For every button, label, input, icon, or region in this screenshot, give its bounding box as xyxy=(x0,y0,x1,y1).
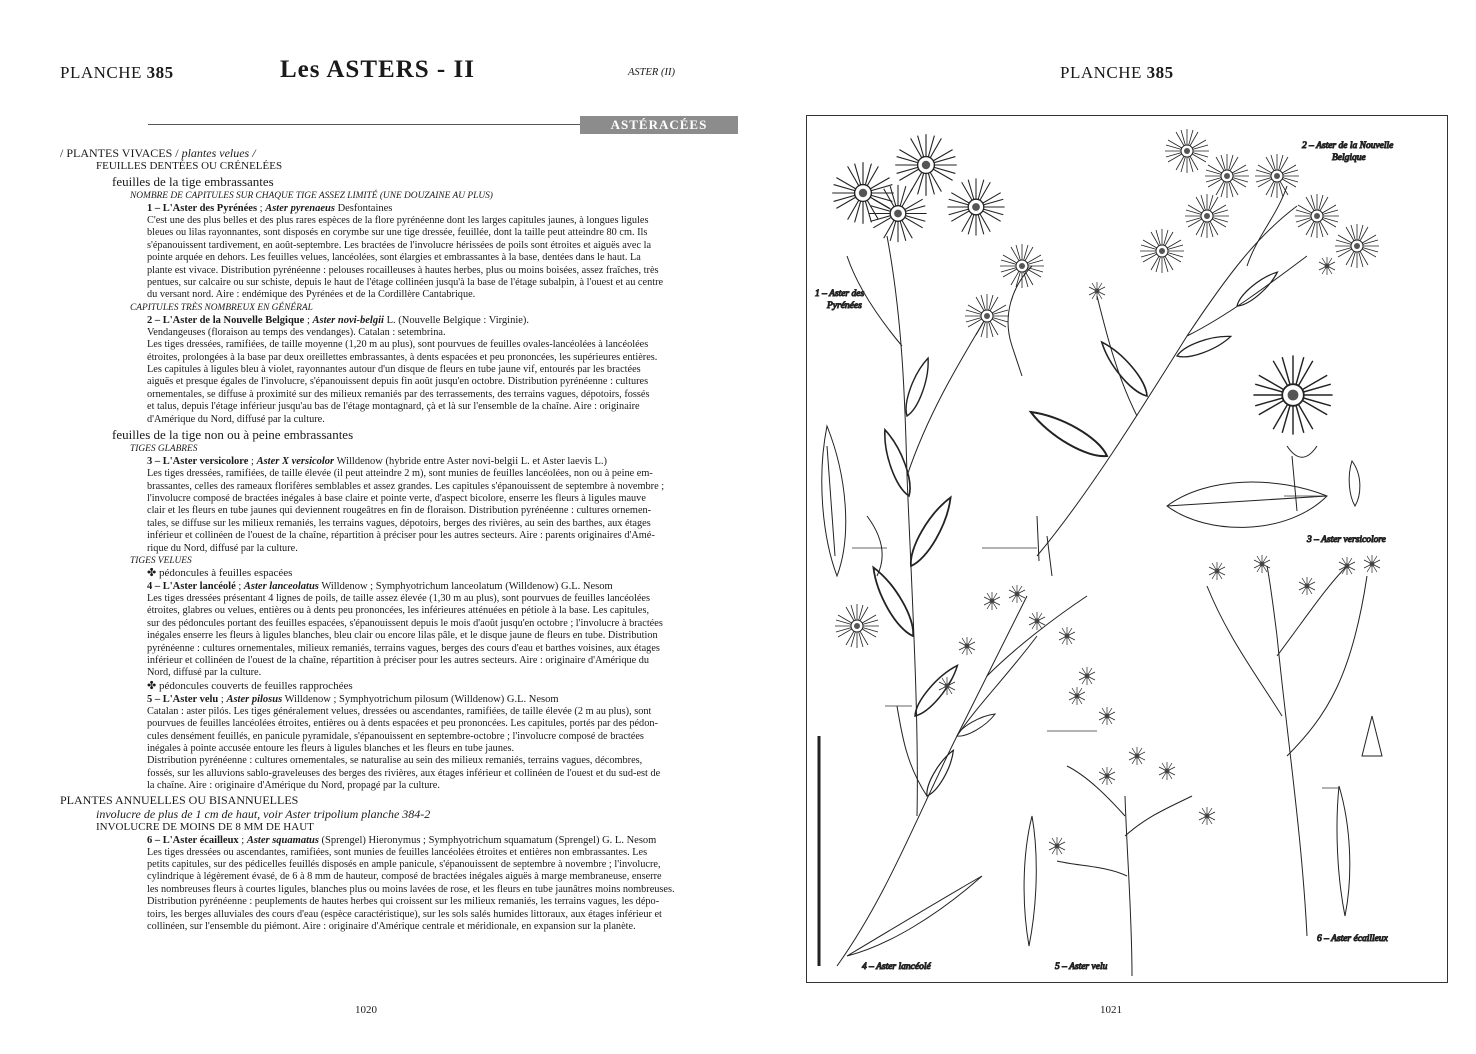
page-number-left: 1020 xyxy=(355,1004,377,1016)
text-line: d'Amérique du Nord, diffusé par la culture. xyxy=(147,413,325,425)
text-line: Distribution pyrénéenne : peuplements de hautes herbes qui croissent sur les milieux remaniés, les terrains vagues, les dépo- xyxy=(147,896,660,908)
pointer-lines xyxy=(852,496,1339,788)
plant-6-drawing xyxy=(1207,555,1382,936)
species-2-text xyxy=(60,327,750,426)
text-line: du versant nord. Aire : endémique des Pyrénées et de la Cordillère Cantabrique. xyxy=(147,289,476,301)
text-line: Les tiges dressées présentant 4 lignes de poils, de taille assez élevée (1,30 m au plus), sont pourvues de feuilles lancéolées xyxy=(147,592,650,604)
plant-2-drawing xyxy=(1000,129,1379,556)
bullet-icon: ✤ xyxy=(147,679,159,692)
heading-tiges-velues: TIGES VELUES xyxy=(130,555,192,566)
text-line: inférieur et collinéen de l'ouest de la chaîne, répartition à préciser pour les autres secteurs. Aire : originaire d'Amérique du xyxy=(147,654,650,666)
species-5-title: 5 – L'Aster velu ; Aster pilosus Willdenow ; Symphyotrichum pilosum (Willdenow) G.L. Nesom xyxy=(147,693,559,705)
text-line: s'épanouissent tardivement, en août-septembre. Les bractées de l'involucre hérissées de poils sont étroites et aiguës avec la xyxy=(147,239,652,251)
text-line: sur des pédoncules portant des feuilles espacées, s'épanouissent depuis le mois d'août jusqu'en octobre ; l'involucre à bractées xyxy=(147,617,663,629)
text-line: tales, se diffuse sur les milieux remaniés, les terrains vagues, dépotoirs, berges des rivières, au sein des barthes, aux étages xyxy=(147,517,651,529)
caption-1b: Pyrénées xyxy=(827,301,862,311)
planche-label-left: PLANCHE 385 xyxy=(60,63,174,82)
caption-4: 4 – Aster lancéolé xyxy=(862,962,931,972)
running-head: ASTER (II) xyxy=(628,67,675,78)
heading-capitules-nombreux: CAPITULES TRÈS NOMBREUX EN GÉNÉRAL xyxy=(130,302,313,313)
plant-4-drawing xyxy=(819,585,1115,966)
text-line: toirs, les berges alluviales des cours d'eau (espèce caractéristique), sur les sols salés humides littoraux, aux étages inférieur et xyxy=(147,908,662,920)
text-line: pourvues de feuilles lancéolées étroites, entières ou à dents espacées et peu prononcées. Les capitules, portés par des pédon- xyxy=(147,718,658,730)
text-line: les nombreuses fleurs à courtes ligules, blanches plus ou moins lavées de rose, et les fleurs en tube jaunâtres moins nombreuses. xyxy=(147,883,675,895)
key-content xyxy=(60,146,750,933)
text-line: C'est une des plus belles et des plus rares espèces de la flore pyrénéenne dont les larges capitules jaunes, à longues ligules xyxy=(147,215,649,226)
heading-involucre-1cm: involucre de plus de 1 cm de haut, voir Aster tripolium planche 384-2 xyxy=(96,806,431,821)
caption-5: 5 – Aster velu xyxy=(1055,962,1108,972)
caption-6: 6 – Aster écailleux xyxy=(1317,934,1388,944)
text-line: cylindrique à légèrement évasé, de 6 à 8 mm de hauteur, composé de bractées inégales aiguës à marge membraneuse, enserre xyxy=(147,871,662,883)
caption-2b: Belgique xyxy=(1332,153,1366,163)
heading-pedoncules-rapproches: ✤ pédoncules couverts de feuilles rapprochées xyxy=(147,679,353,692)
text-line: Vendangeuses (floraison au temps des vendanges). Catalan : setembrina. xyxy=(147,326,446,338)
plant-5-drawing xyxy=(1024,687,1215,976)
plate-illustration xyxy=(807,116,1447,982)
species-6-title: 6 – L'Aster écailleux ; Aster squamatus (Sprengel) Hieronymus ; Symphyotrichum squamatum (Sprengel) G. L. Nesom xyxy=(147,834,657,846)
family-badge: ASTÉRACÉES xyxy=(580,116,738,134)
text-line: inégales à pointe accusée entoure les fleurs à ligules blanches et les fleurs en tube jaunes. xyxy=(147,743,515,754)
text-line: Distribution pyrénéenne : cultures ornementales, se naturalise au sein des milieux remaniés, terrains vagues, décombres, xyxy=(147,755,643,767)
heading-feuilles-dentees: FEUILLES DENTÉES OU CRÉNELÉES xyxy=(96,160,283,172)
species-4-text xyxy=(60,593,750,680)
text-line: pointe arquée en dehors. Les feuilles velues, lancéolées, sont élargies et embrassantes à la base, dentées dans le haut. La xyxy=(147,252,641,264)
botanical-plate xyxy=(806,115,1448,983)
page-number-right: 1021 xyxy=(1100,1004,1122,1016)
text-line: la chaîne. Aire : originaire d'Amérique du Nord, propagé par la culture. xyxy=(147,780,440,792)
text-line: petits capitules, sur des pédicelles feuillés disposés en ample panicule, s'épanouissent de septembre à novembre ; l'involucre, xyxy=(147,859,661,871)
species-3-text xyxy=(60,468,750,555)
text-line: pyrénéenne : cultures ornementales, milieux remaniés, terrains vagues, berges des cours d'eau et barthes voisines, aux étages xyxy=(147,642,660,654)
text-line: collinéen, sur l'ensemble du piémont. Aire : originaire d'Amérique centrale et méridionale, en expansion sur la planète. xyxy=(147,921,636,933)
text-line: pentues, sur calcaire ou sur schiste, depuis le haut de l'étage collinéen jusqu'à la base de l'étage subalpin, à l'ouest et au centre xyxy=(147,277,664,289)
caption-1a: 1 – Aster des xyxy=(815,289,865,299)
text-line: l'involucre composé de bractées inégales à base claire et pointe verte, d'aspect bicolore, enserre les fleurs à ligules mauve xyxy=(147,492,646,504)
heading-nombre-capitules: NOMBRE DE CAPITULES SUR CHAQUE TIGE ASSEZ LIMITÉ (UNE DOUZAINE AU PLUS) xyxy=(130,191,493,201)
heading-pedoncules-espaces: ✤ pédoncules à feuilles espacées xyxy=(147,566,293,579)
header-rule xyxy=(148,124,580,125)
text-line: Les tiges dressées, ramifiées, de taille élevée (il peut atteindre 2 m), sont munies de feuilles lancéolées, non ou à peine em- xyxy=(147,468,653,480)
caption-3: 3 – Aster versicolore xyxy=(1307,535,1386,545)
text-line: plante est vivace. Distribution pyrénéenne : pelouses rocailleuses à hautes herbes, plus ou moins boisées, assez fraîches, très xyxy=(147,264,659,276)
text-line: brassantes, celles des rameaux florifères semblables et assez grandes. Les capitules s'épanouissent de septembre à novembre ; xyxy=(147,480,665,492)
caption-2a: 2 – Aster de la Nouvelle xyxy=(1302,141,1394,151)
species-1-text xyxy=(60,215,750,302)
text-line: étroites, glabres ou velues, entières ou à dents peu prononcées, les inférieures atténuées en pétiole à la base. Les capitules, xyxy=(147,605,650,617)
bullet-icon: ✤ xyxy=(147,566,159,579)
text-line: bleues ou lilas rayonnantes, sont disposés en corymbe sur une tige dressée, feuillée, dont la taille peut atteindre 80 cm. Ils xyxy=(147,227,648,239)
text-line: Nord, diffusé par la culture. xyxy=(147,667,262,679)
text-line: et talus, depuis l'étage inférieur jusqu'au bas de l'étage montagnard, çà et là sur l'ensemble de la chaîne. Aire : originaire xyxy=(147,401,640,413)
text-line: inégales enserre les fleurs à ligules blanches, bleu clair ou encore lilas pâle, et le disque jaune de fleurs en tube. Distribution xyxy=(147,630,658,642)
text-line: Catalan : aster pilós. Les tiges généralement velues, dressées ou ascendantes, ramifiées, de taille élevée (2 m au plus), sont xyxy=(147,705,652,717)
heading-non-embrassantes: feuilles de la tige non ou à peine embrassantes xyxy=(112,427,354,443)
heading-embrassantes: feuilles de la tige embrassantes xyxy=(112,174,274,189)
text-line: ornementales, se diffuse à proximité sur des milieux remaniés par des terrassements, des terrains vagues, dépotoirs, fossés xyxy=(147,388,650,400)
text-line: aiguës et presque égales de l'involucre, s'épanouissent depuis fin août jusqu'en octobre. Distribution pyrénéenne : cultures xyxy=(147,376,649,388)
species-1-title: 1 – L'Aster des Pyrénées ; Aster pyrenaeus Desfontaines xyxy=(147,203,393,214)
species-2-title: 2 – L'Aster de la Nouvelle Belgique ; Aster novi-belgii L. (Nouvelle Belgique : Virginie). xyxy=(147,314,530,326)
species-6-text xyxy=(60,847,750,934)
text-line: Les tiges dressées ou ascendantes, ramifiées, sont munies de feuilles lancéolées étroites et entières non embrassantes. Les xyxy=(147,846,648,858)
heading-annuelles: PLANTES ANNUELLES OU BISANNUELLES xyxy=(60,792,299,807)
heading-tiges-glabres: TIGES GLABRES xyxy=(130,444,198,455)
text-line: fossés, sur les alluvions sablo-graveleuses des berges des rivières, aux étages inférieur et collinéen de l'ouest et du sud-est de xyxy=(147,767,661,779)
text-line: cules densément feuillés, en panicule pyramidale, s'épanouissent en septembre-octobre ; l'involucre composé de bractées xyxy=(147,730,644,742)
text-line: Les capitules à ligules bleu à violet, rayonnantes autour d'un disque de fleurs en tube jaune vif, entourés par les bractées xyxy=(147,364,641,376)
heading-vivaces: / PLANTES VIVACES / plantes velues / xyxy=(60,146,256,160)
text-line: rique du Nord, diffusé par la culture. xyxy=(147,542,298,554)
heading-involucre-8mm: INVOLUCRE DE MOINS DE 8 MM DE HAUT xyxy=(96,820,314,833)
species-5-text xyxy=(60,706,750,793)
text-line: inférieur et collinéen de l'ouest de la chaîne, répartition à préciser pour les autres secteurs. Aire : parents originaires d'Amé- xyxy=(147,530,655,542)
page-title: Les ASTERS - II xyxy=(280,56,475,83)
species-4-title: 4 – L'Aster lancéolé ; Aster lanceolatus Willdenow ; Symphyotrichum lanceolatum (Willdenow) G.L. Nesom xyxy=(147,580,613,592)
planche-label-right: PLANCHE 385 xyxy=(1060,63,1174,82)
species-3-title: 3 – L'Aster versicolore ; Aster X versicolor Willdenow (hybride entre Aster novi-belgii L. et Aster laevis L.) xyxy=(147,456,608,468)
text-line: Les tiges dressées, ramifiées, de taille moyenne (1,20 m au plus), sont pourvues de feuilles ovales-lancéolées à lancéolées xyxy=(147,339,649,351)
text-line: étroites, prolongées à la base par deux oreillettes embrassantes, à dents espacées et peu prononcées, les supérieures entières. xyxy=(147,351,658,363)
text-line: clair et les fleurs en tube jaunes qui deviennent rougeâtres en fin de floraison. Distribution pyrénéenne : cultures ornemen- xyxy=(147,505,652,517)
plant-1-drawing xyxy=(822,134,1009,816)
